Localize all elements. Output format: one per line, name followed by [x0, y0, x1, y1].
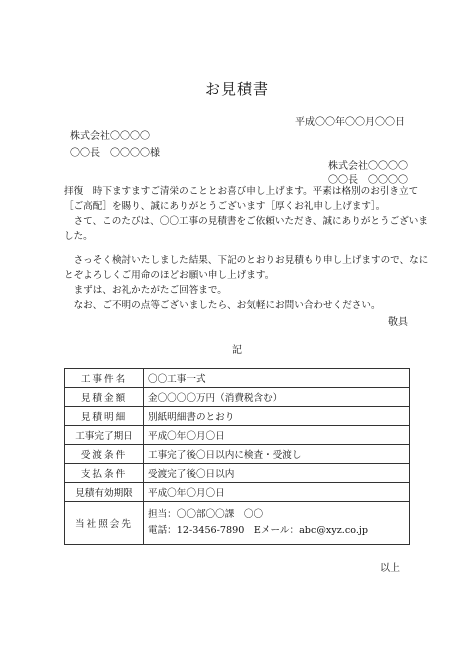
closing-keigu: 敬具 — [388, 317, 408, 328]
row-label: 工事完了期日 — [65, 426, 144, 445]
row-label: 見積金額 — [65, 388, 144, 407]
row-value: 〇〇工事一式 — [144, 369, 410, 388]
contact-label: 当社照会先 — [65, 502, 144, 545]
contact-details — [144, 502, 410, 545]
table-row — [65, 426, 410, 445]
table-row — [65, 483, 410, 502]
end-mark: 以上 — [380, 563, 400, 574]
row-value: 金〇〇〇〇万円（消費税含む） — [144, 388, 410, 407]
document-title: お見積書 — [204, 80, 269, 98]
body-line: とぞよろしくご用命のほどお願い申し上げます。 — [64, 270, 275, 281]
table-row — [65, 388, 410, 407]
row-label: 支払条件 — [65, 464, 144, 483]
table-row — [65, 445, 410, 464]
ki-heading: 記 — [232, 345, 242, 356]
contact-person: 担当：〇〇部〇〇課 〇〇 — [148, 509, 264, 520]
row-value: 受渡完了後〇日以内 — [144, 464, 410, 483]
body-line: 拝復 時下ますますご清栄のこととお喜び申し上げます。平素は格別のお引き立て — [64, 186, 419, 197]
body-line: さっそく検討いたしました結果、下記のとおりお見積もり申し上げますので、なに — [64, 255, 429, 266]
body-line: まずは、お礼かたがたご回答まで。 — [64, 285, 227, 296]
sender-person: 〇〇長 〇〇〇〇 — [328, 175, 408, 186]
body-line: ［ご高配］を賜り、誠にありがとうございます［厚くお礼申し上げます］。 — [64, 201, 386, 212]
body-line: した。 — [64, 231, 93, 242]
table-row — [65, 369, 410, 388]
issue-date: 平成〇〇年〇〇月〇〇日 — [295, 117, 405, 128]
row-value: 別紙明細書のとおり — [144, 407, 410, 426]
row-label: 工事件名 — [65, 369, 144, 388]
row-value: 工事完了後〇日以内に検査・受渡し — [144, 445, 410, 464]
contact-phone-email: 電話：12-3456-7890 Eメール：abc@xyz.co.jp — [148, 525, 368, 536]
row-value: 平成〇年〇月〇日 — [144, 483, 410, 502]
row-label: 受渡条件 — [65, 445, 144, 464]
table-row — [65, 407, 410, 426]
recipient-person: 〇〇長 〇〇〇〇様 — [70, 148, 160, 159]
table-row — [65, 464, 410, 483]
body-line: さて、このたびは、〇〇工事の見積書をご依頼いただき、誠にありがとうございま — [64, 216, 428, 227]
sender-company: 株式会社〇〇〇〇 — [328, 161, 408, 172]
row-value: 平成〇年〇月〇日 — [144, 426, 410, 445]
row-label: 見積明細 — [65, 407, 144, 426]
estimate-table — [64, 368, 410, 545]
recipient-company: 株式会社〇〇〇〇 — [70, 131, 150, 142]
contact-row — [65, 502, 410, 545]
body-line: なお、ご不明の点等ございましたら、お気軽にお問い合わせください。 — [64, 300, 381, 311]
row-label: 見積有効期限 — [65, 483, 144, 502]
